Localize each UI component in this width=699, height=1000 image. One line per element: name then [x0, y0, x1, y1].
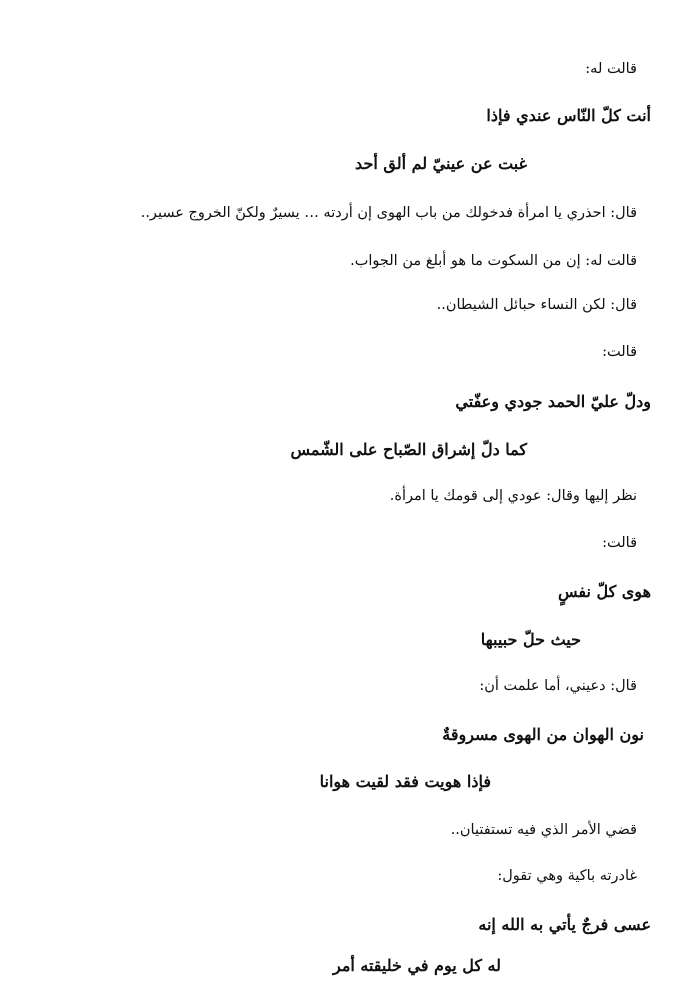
- prose-line-return-to-people: نظر إليها وقال: عودي إلى قومك يا امرأة.: [389, 488, 637, 504]
- verse-line-8: فإذا هويت فقد لقيت هوانا: [319, 772, 491, 791]
- verse-line-2: غبت عن عينيّ لم ألق أحد: [355, 154, 527, 173]
- prose-line-matter-decided: قضي الأمر الذي فيه تستفتيان..: [450, 822, 637, 838]
- verse-line-1: أنت كلّ النّاس عندي فإذا: [486, 106, 651, 125]
- verse-line-3: ودلّ عليّ الحمد جودي وعفّتي: [455, 392, 651, 411]
- verse-line-9: عسى فرجٌ يأتي به الله إنه: [478, 915, 651, 934]
- prose-line-he-warned: قال: احذري يا امرأة فدخولك من باب الهوى إن أردته … يسيرٌ ولكنّ الخروج عسير..: [140, 205, 637, 221]
- verse-line-7: نون الهوان من الهوى مسروقةٌ: [442, 725, 644, 744]
- prose-line-she-said-1: قالت:: [602, 344, 637, 360]
- prose-line-left-crying: غادرته باكية وهي تقول:: [497, 868, 637, 884]
- prose-line-leave-me: قال: دعيني، أما علمت أن:: [479, 678, 637, 694]
- prose-line-silence: قالت له: إن من السكوت ما هو أبلغ من الجواب.: [350, 253, 637, 269]
- verse-line-10: له كل يوم في خليقته أمر: [332, 956, 501, 975]
- verse-line-5: هوى كلّ نفسٍ: [557, 582, 651, 601]
- prose-line-women-snares: قال: لكن النساء حبائل الشيطان..: [436, 297, 637, 313]
- verse-line-6: حيث حلّ حبيبها: [480, 630, 581, 649]
- verse-line-4: كما دلّ إشراق الصّباح على الشّمس: [290, 440, 527, 459]
- prose-line-she-said-2: قالت:: [602, 535, 637, 551]
- prose-line-she-said-to-him: قالت له:: [585, 61, 637, 77]
